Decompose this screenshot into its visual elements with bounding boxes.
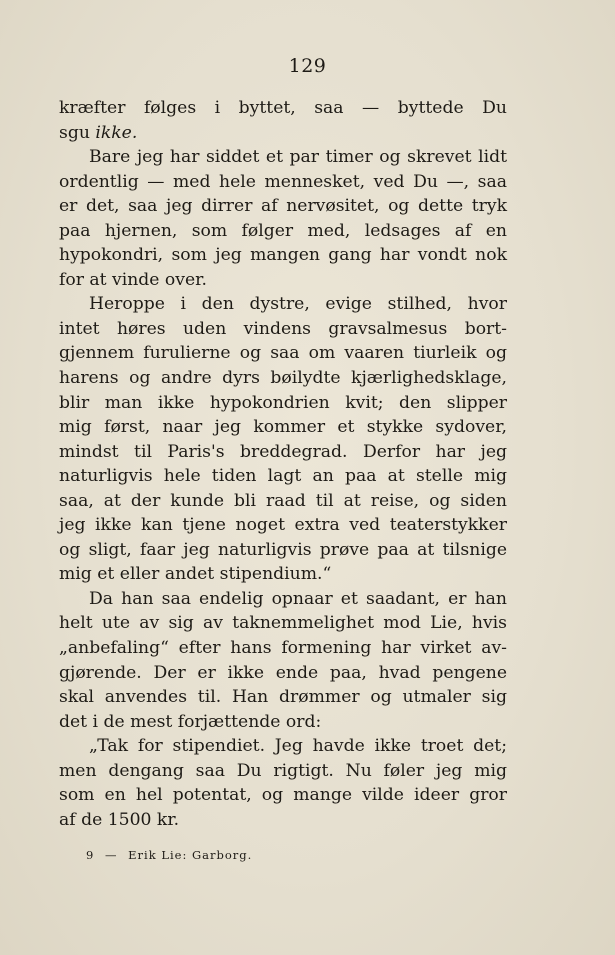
- text-line-emphasis: ikke.: [95, 122, 138, 143]
- text-line: [59, 759, 507, 784]
- text-line-content: intet høres uden vindens gravsalmesus bort-: [59, 318, 507, 339]
- text-line: [59, 145, 507, 170]
- text-line-content: og sligt, faar jeg naturligvis prøve paa at tilsnige: [59, 539, 507, 560]
- book-title-note: Erik Lie: Garborg.: [128, 848, 253, 862]
- text-line-content: ordentlig — med hele mennesket, ved Du —, saa: [59, 171, 507, 192]
- text-line: [59, 415, 507, 440]
- text-line-content: det i de mest forjættende ord:: [59, 711, 322, 732]
- text-line: [59, 243, 507, 268]
- text-line: [59, 464, 507, 489]
- text-line: [59, 636, 507, 661]
- text-line-content: „Tak for stipendiet. Jeg havde ikke troet det;: [89, 736, 507, 757]
- text-line-content: harens og andre dyrs bøilydte kjærlighedsklage,: [59, 368, 507, 389]
- text-line-content: som en hel potentat, og mange vilde ideer gror: [59, 785, 507, 806]
- text-line-content: mig først, naar jeg kommer et stykke sydover,: [59, 417, 507, 438]
- text-line-content: sgu: [59, 122, 96, 143]
- text-line-content: naturligvis hele tiden lagt an paa at stelle mig: [59, 466, 507, 487]
- text-line-content: gjørende. Der er ikke ende paa, hvad pengene: [59, 662, 507, 683]
- text-line: [59, 661, 507, 686]
- text-line-content: af de 1500 kr.: [59, 809, 180, 830]
- text-line: [59, 292, 507, 317]
- text-line-content: kræfter følges i byttet, saa — byttede Du: [59, 98, 507, 118]
- text-line: [59, 710, 507, 735]
- text-line: [59, 611, 507, 636]
- text-line: [59, 734, 507, 759]
- text-line-content: Da han saa endelig opnaar et saadant, er han: [89, 588, 507, 609]
- signature-dash: —: [104, 848, 118, 862]
- text-line-content: „anbefaling“ efter hans formening har virket av-: [59, 638, 507, 659]
- text-line-content: saa, at der kunde bli raad til at reise, og siden: [59, 490, 507, 511]
- text-line-content: mig et eller andet stipendium.“: [59, 564, 332, 585]
- text-line: [59, 562, 507, 587]
- text-line-content: jeg ikke kan tjene noget extra ved teaterstykker: [59, 515, 507, 536]
- text-line: [59, 341, 507, 366]
- text-line-content: blir man ikke hypokondrien kvit; den slipper: [59, 392, 507, 413]
- text-line: [59, 440, 507, 465]
- text-line-content: for at vinde over.: [59, 269, 207, 290]
- text-line: [59, 587, 507, 612]
- text-line-content: mindst til Paris's breddegrad. Derfor har jeg: [59, 441, 507, 462]
- text-line: [59, 783, 507, 808]
- text-line-content: skal anvendes til. Han drømmer og utmaler sig: [59, 687, 507, 708]
- text-line: [59, 219, 507, 244]
- page-number: 129: [288, 55, 327, 77]
- text-line-content: gjennem furulierne og saa om vaaren tiurleik og: [59, 343, 507, 364]
- text-line-content: Heroppe i den dystre, evige stilhed, hvor: [89, 294, 507, 315]
- text-line: [59, 489, 507, 514]
- signature-mark: 9: [86, 848, 95, 862]
- text-line: [59, 121, 507, 146]
- text-line-content: paa hjernen, som følger med, ledsages af en: [59, 220, 507, 241]
- text-line: [59, 366, 507, 391]
- text-line-content: hypokondri, som jeg mangen gang har vondt nok: [59, 245, 507, 266]
- text-line: [59, 96, 507, 121]
- text-line: [59, 170, 507, 195]
- text-line: [59, 685, 507, 710]
- text-line: [59, 194, 507, 219]
- footer-signature-line: [86, 848, 258, 862]
- text-line-content: Bare jeg har siddet et par timer og skrevet lidt: [89, 147, 507, 168]
- text-line: [59, 538, 507, 563]
- text-line: [59, 808, 507, 833]
- text-line: [59, 317, 507, 342]
- body-text: [59, 96, 507, 832]
- text-line-content: men dengang saa Du rigtigt. Nu føler jeg mig: [59, 760, 507, 781]
- text-line-content: er det, saa jeg dirrer af nervøsitet, og dette tryk: [59, 196, 507, 217]
- text-line: [59, 513, 507, 538]
- text-line: [59, 391, 507, 416]
- text-line: [59, 268, 507, 293]
- text-line-content: helt ute av sig av taknemmelighet mod Lie, hvis: [59, 613, 507, 634]
